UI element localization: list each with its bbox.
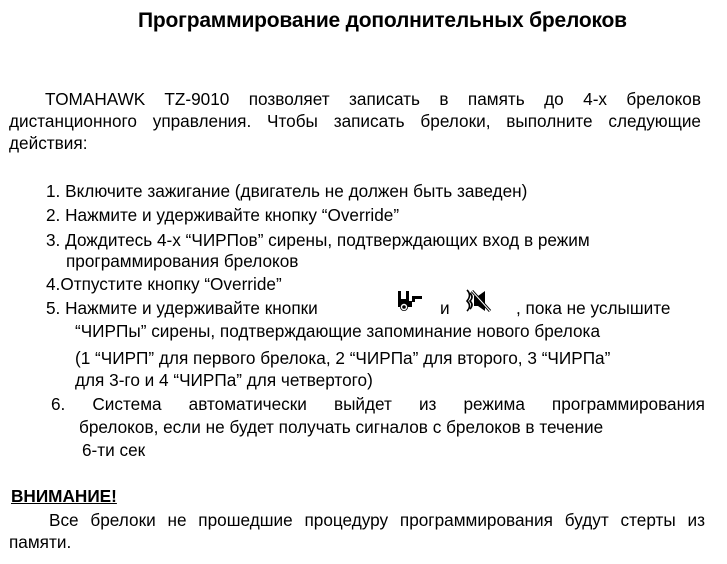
step-3-line-2: программирования брелоков (66, 251, 299, 271)
intro-paragraph: TOMAHAWK TZ-9010 позволяет записать в память до 4-х брелоков дистанционного управления. Чтобы записать брелоки, выполните следующие действия: (9, 89, 701, 153)
step-5-and: и (440, 298, 450, 318)
step-5-line-1-start: 5. Нажмите и удерживайте кнопки (46, 298, 318, 318)
step-5-line-4: для 3-го и 4 “ЧИРПа” для четвертого) (75, 370, 373, 390)
warning-text: Все брелоки не прошедшие процедуру программирования будут стерты из памяти. (9, 510, 705, 552)
step-3-line-1: 3. Дождитесь 4-х “ЧИРПов” сирены, подтверждающих вход в режим (46, 230, 590, 250)
step-2: 2. Нажмите и удерживайте кнопку “Override” (46, 205, 400, 225)
step-5-line-3: (1 “ЧИРП” для первого брелока, 2 “ЧИРПа” для второго, 3 “ЧИРПа” (75, 348, 611, 368)
step-6-line-2: брелоков, если не будет получать сигналов с брелоков в течение (79, 417, 604, 437)
warning-title: ВНИМАНИЕ! (11, 486, 117, 506)
page-title: Программирование дополнительных брелоков (138, 9, 627, 32)
silent-mode-button-icon (463, 288, 493, 312)
step-4: 4.Отпустите кнопку “Override” (46, 274, 282, 294)
step-5-line-2: “ЧИРПы” сирены, подтверждающие запоминание нового брелока (75, 321, 601, 341)
step-6-line-1: 6. Система автоматически выйдет из режима программирования (51, 394, 705, 414)
step-1: 1. Включите зажигание (двигатель не должен быть заведен) (46, 181, 528, 201)
step-6-line-3: 6-ти сек (82, 440, 146, 460)
lock-button-icon (395, 289, 425, 313)
step-5-line-1-end: , пока не услышите (516, 298, 671, 318)
